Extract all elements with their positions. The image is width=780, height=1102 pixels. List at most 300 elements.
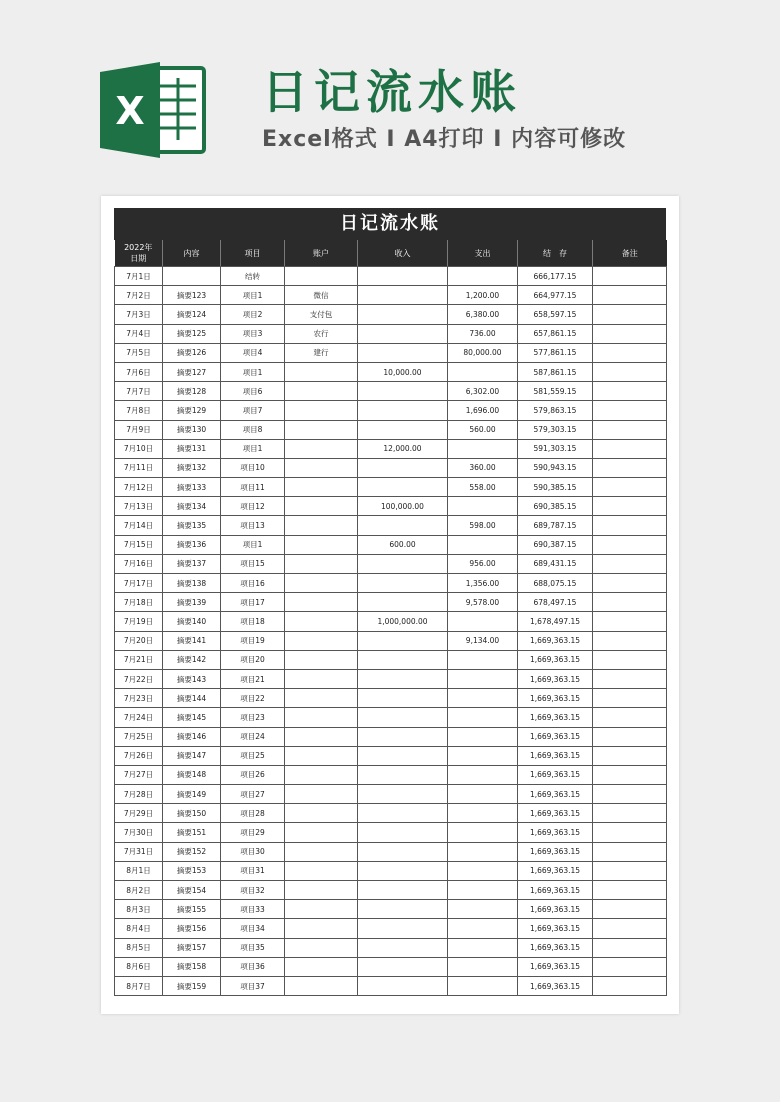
cell-income[interactable]: [358, 593, 448, 612]
cell-expense[interactable]: 9,134.00: [448, 631, 518, 650]
cell-date[interactable]: 8月1日: [115, 861, 163, 880]
cell-note[interactable]: [593, 727, 667, 746]
cell-account[interactable]: [285, 861, 358, 880]
cell-item[interactable]: 项目26: [221, 765, 285, 784]
cell-expense[interactable]: [448, 861, 518, 880]
cell-content[interactable]: 摘要151: [163, 823, 221, 842]
cell-date[interactable]: 7月8日: [115, 401, 163, 420]
cell-expense[interactable]: [448, 785, 518, 804]
cell-account[interactable]: [285, 516, 358, 535]
cell-item[interactable]: 项目37: [221, 976, 285, 995]
cell-expense[interactable]: [448, 746, 518, 765]
cell-note[interactable]: [593, 420, 667, 439]
cell-income[interactable]: 600.00: [358, 535, 448, 554]
cell-account[interactable]: 支付包: [285, 305, 358, 324]
cell-expense[interactable]: [448, 267, 518, 286]
cell-income[interactable]: [358, 765, 448, 784]
cell-note[interactable]: [593, 938, 667, 957]
cell-account[interactable]: [285, 823, 358, 842]
cell-date[interactable]: 7月5日: [115, 343, 163, 362]
cell-balance[interactable]: 688,075.15: [518, 574, 593, 593]
cell-item[interactable]: 项目13: [221, 516, 285, 535]
cell-item[interactable]: 项目1: [221, 535, 285, 554]
cell-item[interactable]: 项目1: [221, 362, 285, 381]
cell-date[interactable]: 7月15日: [115, 535, 163, 554]
cell-item[interactable]: 项目27: [221, 785, 285, 804]
cell-balance[interactable]: 1,669,363.15: [518, 861, 593, 880]
cell-content[interactable]: 摘要132: [163, 458, 221, 477]
cell-expense[interactable]: [448, 823, 518, 842]
cell-date[interactable]: 8月2日: [115, 881, 163, 900]
cell-content[interactable]: 摘要128: [163, 382, 221, 401]
cell-date[interactable]: 7月19日: [115, 612, 163, 631]
cell-note[interactable]: [593, 957, 667, 976]
cell-income[interactable]: [358, 343, 448, 362]
cell-date[interactable]: 7月20日: [115, 631, 163, 650]
cell-expense[interactable]: 9,578.00: [448, 593, 518, 612]
cell-income[interactable]: [358, 727, 448, 746]
cell-account[interactable]: [285, 842, 358, 861]
cell-balance[interactable]: 579,863.15: [518, 401, 593, 420]
cell-income[interactable]: [358, 478, 448, 497]
cell-note[interactable]: [593, 267, 667, 286]
cell-item[interactable]: 项目35: [221, 938, 285, 957]
cell-expense[interactable]: [448, 535, 518, 554]
cell-expense[interactable]: [448, 881, 518, 900]
cell-account[interactable]: [285, 900, 358, 919]
cell-date[interactable]: 8月7日: [115, 976, 163, 995]
cell-expense[interactable]: 6,302.00: [448, 382, 518, 401]
cell-expense[interactable]: 736.00: [448, 324, 518, 343]
cell-item[interactable]: 项目7: [221, 401, 285, 420]
cell-content[interactable]: 摘要143: [163, 669, 221, 688]
cell-item[interactable]: 项目17: [221, 593, 285, 612]
cell-income[interactable]: [358, 957, 448, 976]
cell-income[interactable]: [358, 823, 448, 842]
cell-note[interactable]: [593, 631, 667, 650]
cell-account[interactable]: [285, 689, 358, 708]
cell-balance[interactable]: 1,669,363.15: [518, 938, 593, 957]
cell-content[interactable]: 摘要124: [163, 305, 221, 324]
cell-income[interactable]: [358, 669, 448, 688]
cell-item[interactable]: 项目29: [221, 823, 285, 842]
cell-note[interactable]: [593, 765, 667, 784]
cell-content[interactable]: 摘要126: [163, 343, 221, 362]
cell-note[interactable]: [593, 516, 667, 535]
cell-account[interactable]: [285, 497, 358, 516]
cell-date[interactable]: 7月26日: [115, 746, 163, 765]
cell-account[interactable]: [285, 554, 358, 573]
cell-item[interactable]: 项目15: [221, 554, 285, 573]
cell-expense[interactable]: [448, 957, 518, 976]
cell-balance[interactable]: 1,669,363.15: [518, 785, 593, 804]
cell-account[interactable]: [285, 938, 358, 957]
cell-balance[interactable]: 1,669,363.15: [518, 765, 593, 784]
cell-balance[interactable]: 1,669,363.15: [518, 746, 593, 765]
cell-account[interactable]: [285, 612, 358, 631]
cell-item[interactable]: 项目32: [221, 881, 285, 900]
cell-note[interactable]: [593, 842, 667, 861]
cell-content[interactable]: 摘要139: [163, 593, 221, 612]
cell-note[interactable]: [593, 976, 667, 995]
cell-date[interactable]: 7月7日: [115, 382, 163, 401]
cell-expense[interactable]: 558.00: [448, 478, 518, 497]
cell-income[interactable]: [358, 746, 448, 765]
cell-balance[interactable]: 590,943.15: [518, 458, 593, 477]
cell-note[interactable]: [593, 324, 667, 343]
cell-balance[interactable]: 657,861.15: [518, 324, 593, 343]
cell-content[interactable]: 摘要136: [163, 535, 221, 554]
cell-account[interactable]: [285, 727, 358, 746]
cell-account[interactable]: [285, 976, 358, 995]
cell-item[interactable]: 项目34: [221, 919, 285, 938]
cell-note[interactable]: [593, 593, 667, 612]
cell-balance[interactable]: 689,787.15: [518, 516, 593, 535]
cell-item[interactable]: 项目10: [221, 458, 285, 477]
cell-content[interactable]: 摘要130: [163, 420, 221, 439]
cell-note[interactable]: [593, 458, 667, 477]
cell-account[interactable]: [285, 919, 358, 938]
cell-note[interactable]: [593, 785, 667, 804]
cell-date[interactable]: 7月27日: [115, 765, 163, 784]
cell-income[interactable]: 12,000.00: [358, 439, 448, 458]
cell-content[interactable]: 摘要142: [163, 650, 221, 669]
cell-balance[interactable]: 1,669,363.15: [518, 650, 593, 669]
cell-item[interactable]: 项目2: [221, 305, 285, 324]
cell-content[interactable]: 摘要141: [163, 631, 221, 650]
cell-content[interactable]: 摘要153: [163, 861, 221, 880]
cell-note[interactable]: [593, 343, 667, 362]
cell-note[interactable]: [593, 689, 667, 708]
cell-note[interactable]: [593, 535, 667, 554]
cell-note[interactable]: [593, 746, 667, 765]
cell-balance[interactable]: 1,669,363.15: [518, 689, 593, 708]
cell-income[interactable]: [358, 574, 448, 593]
cell-account[interactable]: [285, 746, 358, 765]
cell-item[interactable]: 项目31: [221, 861, 285, 880]
cell-date[interactable]: 7月16日: [115, 554, 163, 573]
cell-income[interactable]: [358, 420, 448, 439]
cell-note[interactable]: [593, 612, 667, 631]
cell-item[interactable]: 项目28: [221, 804, 285, 823]
cell-date[interactable]: 7月10日: [115, 439, 163, 458]
cell-note[interactable]: [593, 574, 667, 593]
cell-balance[interactable]: 1,669,363.15: [518, 823, 593, 842]
cell-balance[interactable]: 1,678,497.15: [518, 612, 593, 631]
cell-balance[interactable]: 1,669,363.15: [518, 976, 593, 995]
cell-expense[interactable]: 598.00: [448, 516, 518, 535]
cell-account[interactable]: [285, 458, 358, 477]
cell-expense[interactable]: 1,696.00: [448, 401, 518, 420]
cell-expense[interactable]: [448, 765, 518, 784]
cell-content[interactable]: 摘要123: [163, 286, 221, 305]
cell-date[interactable]: 7月21日: [115, 650, 163, 669]
cell-date[interactable]: 7月12日: [115, 478, 163, 497]
cell-expense[interactable]: [448, 938, 518, 957]
cell-item[interactable]: 项目12: [221, 497, 285, 516]
cell-income[interactable]: 1,000,000.00: [358, 612, 448, 631]
cell-note[interactable]: [593, 286, 667, 305]
cell-expense[interactable]: 1,356.00: [448, 574, 518, 593]
cell-expense[interactable]: [448, 976, 518, 995]
cell-content[interactable]: 摘要134: [163, 497, 221, 516]
cell-note[interactable]: [593, 804, 667, 823]
cell-income[interactable]: [358, 286, 448, 305]
cell-content[interactable]: 摘要133: [163, 478, 221, 497]
cell-account[interactable]: 农行: [285, 324, 358, 343]
cell-note[interactable]: [593, 900, 667, 919]
cell-date[interactable]: 7月1日: [115, 267, 163, 286]
cell-date[interactable]: 7月3日: [115, 305, 163, 324]
cell-note[interactable]: [593, 669, 667, 688]
cell-content[interactable]: 摘要154: [163, 881, 221, 900]
cell-date[interactable]: 7月29日: [115, 804, 163, 823]
cell-content[interactable]: 摘要140: [163, 612, 221, 631]
cell-balance[interactable]: 658,597.15: [518, 305, 593, 324]
cell-date[interactable]: 7月13日: [115, 497, 163, 516]
cell-expense[interactable]: [448, 804, 518, 823]
cell-item[interactable]: 项目19: [221, 631, 285, 650]
cell-income[interactable]: 10,000.00: [358, 362, 448, 381]
cell-date[interactable]: 8月6日: [115, 957, 163, 976]
cell-content[interactable]: 摘要127: [163, 362, 221, 381]
cell-content[interactable]: 摘要159: [163, 976, 221, 995]
cell-income[interactable]: [358, 919, 448, 938]
cell-item[interactable]: 项目6: [221, 382, 285, 401]
cell-account[interactable]: 建行: [285, 343, 358, 362]
cell-date[interactable]: 7月30日: [115, 823, 163, 842]
cell-income[interactable]: [358, 861, 448, 880]
cell-income[interactable]: [358, 689, 448, 708]
cell-date[interactable]: 7月18日: [115, 593, 163, 612]
cell-income[interactable]: [358, 881, 448, 900]
cell-balance[interactable]: 1,669,363.15: [518, 631, 593, 650]
cell-balance[interactable]: 1,669,363.15: [518, 669, 593, 688]
cell-account[interactable]: [285, 881, 358, 900]
cell-expense[interactable]: [448, 612, 518, 631]
cell-content[interactable]: 摘要145: [163, 708, 221, 727]
cell-expense[interactable]: 360.00: [448, 458, 518, 477]
cell-note[interactable]: [593, 305, 667, 324]
cell-income[interactable]: [358, 804, 448, 823]
cell-balance[interactable]: 587,861.15: [518, 362, 593, 381]
cell-income[interactable]: [358, 554, 448, 573]
cell-balance[interactable]: 590,385.15: [518, 478, 593, 497]
cell-expense[interactable]: [448, 669, 518, 688]
cell-item[interactable]: 项目36: [221, 957, 285, 976]
cell-item[interactable]: 项目23: [221, 708, 285, 727]
cell-income[interactable]: [358, 458, 448, 477]
cell-content[interactable]: 摘要149: [163, 785, 221, 804]
cell-expense[interactable]: [448, 727, 518, 746]
cell-expense[interactable]: 560.00: [448, 420, 518, 439]
cell-date[interactable]: 7月24日: [115, 708, 163, 727]
cell-account[interactable]: [285, 574, 358, 593]
cell-date[interactable]: 8月3日: [115, 900, 163, 919]
cell-content[interactable]: 摘要150: [163, 804, 221, 823]
cell-item[interactable]: 项目8: [221, 420, 285, 439]
cell-income[interactable]: [358, 708, 448, 727]
cell-content[interactable]: 摘要147: [163, 746, 221, 765]
cell-content[interactable]: 摘要148: [163, 765, 221, 784]
cell-income[interactable]: [358, 324, 448, 343]
cell-income[interactable]: [358, 842, 448, 861]
cell-balance[interactable]: 581,559.15: [518, 382, 593, 401]
cell-income[interactable]: [358, 631, 448, 650]
cell-balance[interactable]: 591,303.15: [518, 439, 593, 458]
cell-content[interactable]: 摘要129: [163, 401, 221, 420]
cell-expense[interactable]: [448, 650, 518, 669]
cell-balance[interactable]: 1,669,363.15: [518, 842, 593, 861]
cell-item[interactable]: 项目11: [221, 478, 285, 497]
cell-balance[interactable]: 678,497.15: [518, 593, 593, 612]
cell-expense[interactable]: [448, 439, 518, 458]
cell-item[interactable]: 项目4: [221, 343, 285, 362]
cell-item[interactable]: 项目24: [221, 727, 285, 746]
cell-income[interactable]: [358, 785, 448, 804]
cell-date[interactable]: 7月6日: [115, 362, 163, 381]
cell-balance[interactable]: 577,861.15: [518, 343, 593, 362]
cell-date[interactable]: 7月4日: [115, 324, 163, 343]
cell-note[interactable]: [593, 382, 667, 401]
cell-account[interactable]: [285, 669, 358, 688]
cell-expense[interactable]: [448, 362, 518, 381]
cell-expense[interactable]: 6,380.00: [448, 305, 518, 324]
cell-expense[interactable]: [448, 900, 518, 919]
cell-income[interactable]: [358, 650, 448, 669]
cell-income[interactable]: [358, 516, 448, 535]
cell-content[interactable]: 摘要152: [163, 842, 221, 861]
cell-date[interactable]: 7月17日: [115, 574, 163, 593]
cell-expense[interactable]: 1,200.00: [448, 286, 518, 305]
cell-date[interactable]: 7月11日: [115, 458, 163, 477]
cell-item[interactable]: 结转: [221, 267, 285, 286]
cell-balance[interactable]: 579,303.15: [518, 420, 593, 439]
cell-item[interactable]: 项目21: [221, 669, 285, 688]
cell-account[interactable]: [285, 631, 358, 650]
cell-account[interactable]: [285, 708, 358, 727]
cell-date[interactable]: 7月28日: [115, 785, 163, 804]
cell-content[interactable]: 摘要156: [163, 919, 221, 938]
cell-date[interactable]: 7月2日: [115, 286, 163, 305]
cell-note[interactable]: [593, 708, 667, 727]
cell-date[interactable]: 8月5日: [115, 938, 163, 957]
cell-account[interactable]: [285, 267, 358, 286]
cell-balance[interactable]: 1,669,363.15: [518, 919, 593, 938]
cell-note[interactable]: [593, 362, 667, 381]
cell-content[interactable]: [163, 267, 221, 286]
cell-balance[interactable]: 690,385.15: [518, 497, 593, 516]
cell-date[interactable]: 7月23日: [115, 689, 163, 708]
cell-expense[interactable]: [448, 497, 518, 516]
cell-expense[interactable]: [448, 689, 518, 708]
cell-account[interactable]: [285, 593, 358, 612]
cell-balance[interactable]: 689,431.15: [518, 554, 593, 573]
cell-note[interactable]: [593, 919, 667, 938]
cell-account[interactable]: 微信: [285, 286, 358, 305]
cell-content[interactable]: 摘要158: [163, 957, 221, 976]
cell-content[interactable]: 摘要138: [163, 574, 221, 593]
cell-expense[interactable]: [448, 708, 518, 727]
cell-content[interactable]: 摘要157: [163, 938, 221, 957]
cell-note[interactable]: [593, 650, 667, 669]
cell-date[interactable]: 7月9日: [115, 420, 163, 439]
cell-item[interactable]: 项目3: [221, 324, 285, 343]
cell-item[interactable]: 项目1: [221, 286, 285, 305]
cell-note[interactable]: [593, 439, 667, 458]
cell-account[interactable]: [285, 382, 358, 401]
cell-account[interactable]: [285, 785, 358, 804]
cell-account[interactable]: [285, 439, 358, 458]
cell-account[interactable]: [285, 957, 358, 976]
cell-balance[interactable]: 666,177.15: [518, 267, 593, 286]
cell-account[interactable]: [285, 650, 358, 669]
cell-expense[interactable]: 80,000.00: [448, 343, 518, 362]
cell-income[interactable]: [358, 382, 448, 401]
cell-item[interactable]: 项目33: [221, 900, 285, 919]
cell-balance[interactable]: 1,669,363.15: [518, 957, 593, 976]
cell-date[interactable]: 7月22日: [115, 669, 163, 688]
cell-account[interactable]: [285, 420, 358, 439]
cell-item[interactable]: 项目30: [221, 842, 285, 861]
cell-balance[interactable]: 1,669,363.15: [518, 881, 593, 900]
cell-note[interactable]: [593, 478, 667, 497]
cell-account[interactable]: [285, 804, 358, 823]
cell-item[interactable]: 项目18: [221, 612, 285, 631]
cell-content[interactable]: 摘要137: [163, 554, 221, 573]
cell-expense[interactable]: [448, 919, 518, 938]
cell-expense[interactable]: [448, 842, 518, 861]
cell-balance[interactable]: 1,669,363.15: [518, 900, 593, 919]
cell-content[interactable]: 摘要155: [163, 900, 221, 919]
cell-content[interactable]: 摘要135: [163, 516, 221, 535]
cell-income[interactable]: [358, 305, 448, 324]
cell-income[interactable]: [358, 267, 448, 286]
cell-income[interactable]: 100,000.00: [358, 497, 448, 516]
cell-account[interactable]: [285, 401, 358, 420]
cell-note[interactable]: [593, 823, 667, 842]
cell-item[interactable]: 项目25: [221, 746, 285, 765]
cell-income[interactable]: [358, 401, 448, 420]
cell-item[interactable]: 项目22: [221, 689, 285, 708]
cell-balance[interactable]: 1,669,363.15: [518, 727, 593, 746]
cell-balance[interactable]: 690,387.15: [518, 535, 593, 554]
cell-content[interactable]: 摘要146: [163, 727, 221, 746]
cell-content[interactable]: 摘要131: [163, 439, 221, 458]
cell-account[interactable]: [285, 535, 358, 554]
cell-balance[interactable]: 1,669,363.15: [518, 708, 593, 727]
cell-content[interactable]: 摘要125: [163, 324, 221, 343]
cell-balance[interactable]: 664,977.15: [518, 286, 593, 305]
cell-account[interactable]: [285, 478, 358, 497]
cell-income[interactable]: [358, 938, 448, 957]
cell-income[interactable]: [358, 900, 448, 919]
cell-account[interactable]: [285, 765, 358, 784]
cell-item[interactable]: 项目20: [221, 650, 285, 669]
cell-note[interactable]: [593, 497, 667, 516]
cell-note[interactable]: [593, 881, 667, 900]
cell-expense[interactable]: 956.00: [448, 554, 518, 573]
cell-date[interactable]: 7月14日: [115, 516, 163, 535]
cell-date[interactable]: 8月4日: [115, 919, 163, 938]
cell-note[interactable]: [593, 401, 667, 420]
cell-note[interactable]: [593, 554, 667, 573]
cell-date[interactable]: 7月25日: [115, 727, 163, 746]
cell-item[interactable]: 项目16: [221, 574, 285, 593]
cell-note[interactable]: [593, 861, 667, 880]
cell-account[interactable]: [285, 362, 358, 381]
cell-income[interactable]: [358, 976, 448, 995]
